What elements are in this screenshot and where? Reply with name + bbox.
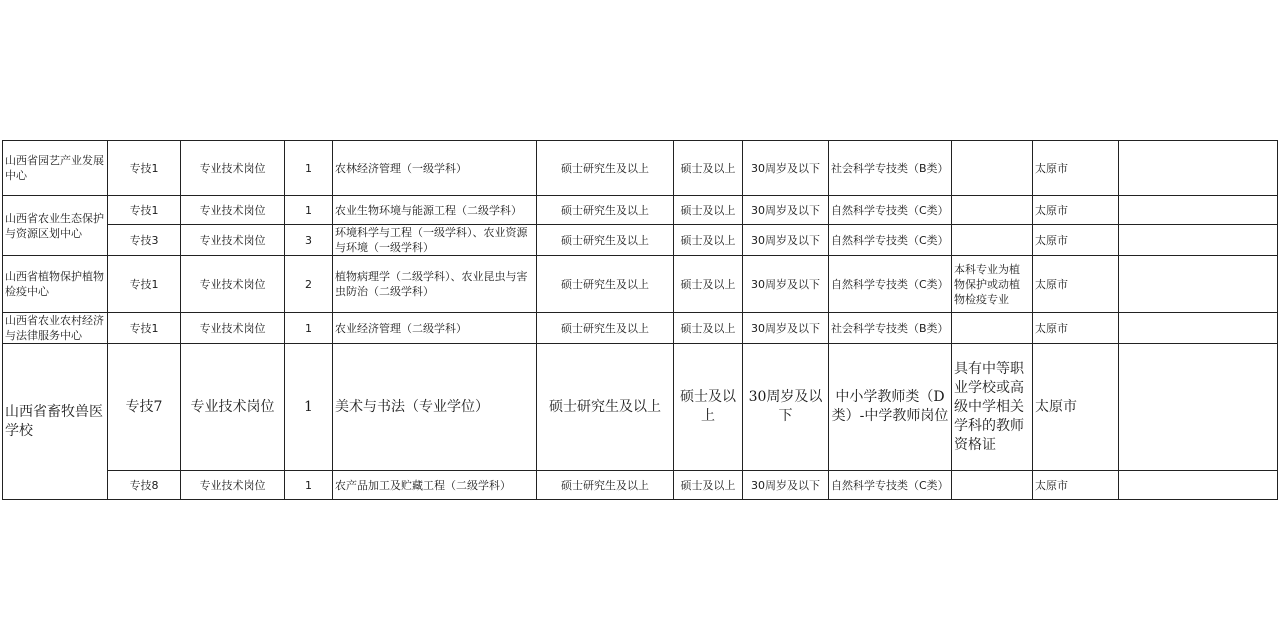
degree-cell: 硕士及以上 bbox=[674, 225, 743, 256]
post-type-cell: 专业技术岗位 bbox=[181, 196, 285, 225]
degree-cell: 硕士及以上 bbox=[674, 471, 743, 500]
location-cell: 太原市 bbox=[1033, 225, 1119, 256]
post-type-cell: 专业技术岗位 bbox=[181, 313, 285, 344]
recruitment-table bbox=[2, 140, 1278, 500]
location-cell: 太原市 bbox=[1033, 344, 1119, 471]
blank-cell bbox=[1119, 256, 1278, 313]
post-type-cell: 专业技术岗位 bbox=[181, 141, 285, 196]
exam-category-cell: 自然科学专技类（C类） bbox=[829, 196, 952, 225]
blank-cell bbox=[1119, 225, 1278, 256]
unit-cell: 山西省畜牧兽医学校 bbox=[3, 344, 108, 500]
count-cell: 1 bbox=[285, 344, 333, 471]
degree-cell: 硕士及以上 bbox=[674, 141, 743, 196]
other-requirement-cell bbox=[952, 225, 1033, 256]
other-requirement-cell: 具有中等职业学校或高级中学相关学科的教师资格证 bbox=[952, 344, 1033, 471]
blank-cell bbox=[1119, 313, 1278, 344]
degree-cell: 硕士及以上 bbox=[674, 344, 743, 471]
post-type-cell: 专业技术岗位 bbox=[181, 225, 285, 256]
post-type-cell: 专业技术岗位 bbox=[181, 256, 285, 313]
count-cell: 1 bbox=[285, 313, 333, 344]
count-cell: 1 bbox=[285, 196, 333, 225]
age-cell: 30周岁及以下 bbox=[743, 141, 829, 196]
location-cell: 太原市 bbox=[1033, 141, 1119, 196]
exam-category-cell: 自然科学专技类（C类） bbox=[829, 471, 952, 500]
other-requirement-cell bbox=[952, 313, 1033, 344]
post-code-cell: 专技3 bbox=[108, 225, 181, 256]
exam-category-cell: 自然科学专技类（C类） bbox=[829, 225, 952, 256]
count-cell: 2 bbox=[285, 256, 333, 313]
blank-cell bbox=[1119, 344, 1278, 471]
table-row bbox=[3, 225, 1278, 256]
major-cell: 农业生物环境与能源工程（二级学科） bbox=[333, 196, 537, 225]
count-cell: 3 bbox=[285, 225, 333, 256]
post-code-cell: 专技7 bbox=[108, 344, 181, 471]
count-cell: 1 bbox=[285, 141, 333, 196]
age-cell: 30周岁及以下 bbox=[743, 196, 829, 225]
location-cell: 太原市 bbox=[1033, 471, 1119, 500]
unit-cell: 山西省农业生态保护与资源区划中心 bbox=[3, 196, 108, 256]
unit-cell: 山西省植物保护植物检疫中心 bbox=[3, 256, 108, 313]
age-cell: 30周岁及以下 bbox=[743, 225, 829, 256]
degree-cell: 硕士及以上 bbox=[674, 256, 743, 313]
post-code-cell: 专技1 bbox=[108, 313, 181, 344]
major-cell: 植物病理学（二级学科）、农业昆虫与害虫防治（二级学科） bbox=[333, 256, 537, 313]
age-cell: 30周岁及以下 bbox=[743, 471, 829, 500]
major-cell: 农产品加工及贮藏工程（二级学科） bbox=[333, 471, 537, 500]
table-row bbox=[3, 256, 1278, 313]
unit-cell: 山西省农业农村经济与法律服务中心 bbox=[3, 313, 108, 344]
education-cell: 硕士研究生及以上 bbox=[537, 344, 674, 471]
other-requirement-cell bbox=[952, 141, 1033, 196]
exam-category-cell: 社会科学专技类（B类） bbox=[829, 313, 952, 344]
post-type-cell: 专业技术岗位 bbox=[181, 344, 285, 471]
education-cell: 硕士研究生及以上 bbox=[537, 196, 674, 225]
blank-cell bbox=[1119, 141, 1278, 196]
post-code-cell: 专技8 bbox=[108, 471, 181, 500]
location-cell: 太原市 bbox=[1033, 313, 1119, 344]
major-cell: 农林经济管理（一级学科） bbox=[333, 141, 537, 196]
age-cell: 30周岁及以下 bbox=[743, 256, 829, 313]
degree-cell: 硕士及以上 bbox=[674, 313, 743, 344]
table-row bbox=[3, 344, 1278, 471]
age-cell: 30周岁及以下 bbox=[743, 313, 829, 344]
education-cell: 硕士研究生及以上 bbox=[537, 471, 674, 500]
degree-cell: 硕士及以上 bbox=[674, 196, 743, 225]
exam-category-cell: 自然科学专技类（C类） bbox=[829, 256, 952, 313]
other-requirement-cell bbox=[952, 196, 1033, 225]
location-cell: 太原市 bbox=[1033, 256, 1119, 313]
blank-cell bbox=[1119, 471, 1278, 500]
table-row bbox=[3, 471, 1278, 500]
exam-category-cell: 中小学教师类（D类）-中学教师岗位 bbox=[829, 344, 952, 471]
unit-cell: 山西省园艺产业发展中心 bbox=[3, 141, 108, 196]
blank-cell bbox=[1119, 196, 1278, 225]
major-cell: 美术与书法（专业学位） bbox=[333, 344, 537, 471]
post-code-cell: 专技1 bbox=[108, 141, 181, 196]
table-row bbox=[3, 141, 1278, 196]
post-type-cell: 专业技术岗位 bbox=[181, 471, 285, 500]
education-cell: 硕士研究生及以上 bbox=[537, 256, 674, 313]
age-cell: 30周岁及以下 bbox=[743, 344, 829, 471]
location-cell: 太原市 bbox=[1033, 196, 1119, 225]
exam-category-cell: 社会科学专技类（B类） bbox=[829, 141, 952, 196]
table-row bbox=[3, 196, 1278, 225]
education-cell: 硕士研究生及以上 bbox=[537, 225, 674, 256]
major-cell: 农业经济管理（二级学科） bbox=[333, 313, 537, 344]
other-requirement-cell: 本科专业为植物保护或动植物检疫专业 bbox=[952, 256, 1033, 313]
major-cell: 环境科学与工程（一级学科）、农业资源与环境（一级学科） bbox=[333, 225, 537, 256]
other-requirement-cell bbox=[952, 471, 1033, 500]
count-cell: 1 bbox=[285, 471, 333, 500]
table-row bbox=[3, 313, 1278, 344]
education-cell: 硕士研究生及以上 bbox=[537, 141, 674, 196]
education-cell: 硕士研究生及以上 bbox=[537, 313, 674, 344]
post-code-cell: 专技1 bbox=[108, 196, 181, 225]
post-code-cell: 专技1 bbox=[108, 256, 181, 313]
